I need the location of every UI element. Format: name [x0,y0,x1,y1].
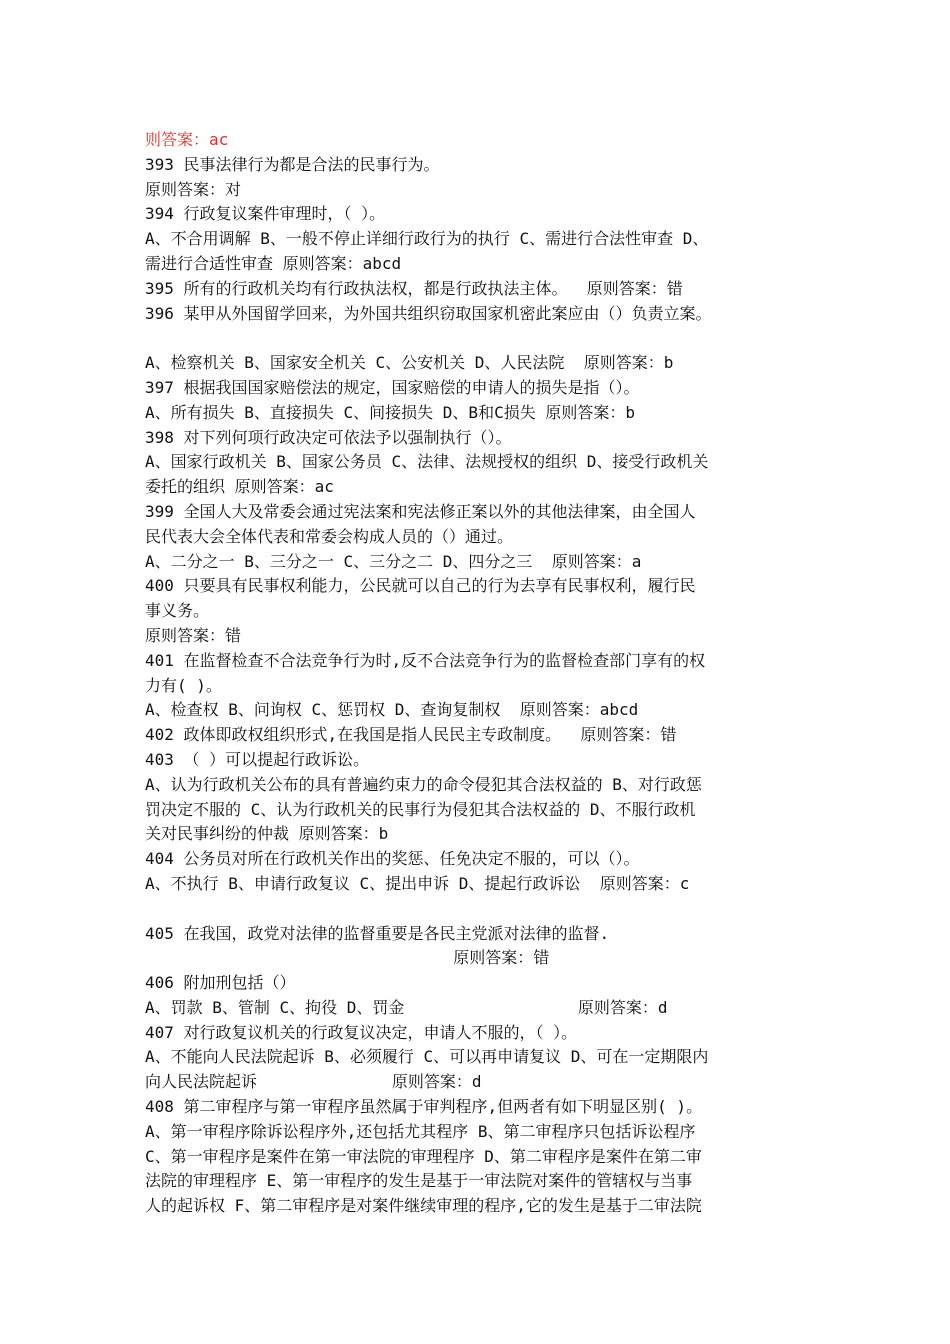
document-line: 事义务。 [145,601,210,621]
document-line: A、国家行政机关 B、国家公务员 C、法律、法规授权的组织 D、接受行政机关 [145,452,709,472]
document-line: 402 政体即政权组织形式,在我国是指人民民主专政制度。 原则答案：错 [145,725,677,745]
document-line: 原则答案：对 [145,179,242,199]
document-line: A、不能向人民法院起诉 B、必须履行 C、可以再申请复议 D、可在一定期限内 [145,1047,709,1067]
blank-line [145,897,825,922]
document-line: 405 在我国，政党对法律的监督重要是各民主党派对法律的监督. [145,923,610,943]
document-body [145,128,825,1219]
document-line: 398 对下列何项行政决定可依法予以强制执行（）。 [145,427,512,447]
document-line: 关对民事纠纷的仲裁 原则答案：b [145,824,389,844]
document-line: 406 附加刑包括（） [145,973,296,993]
blank-line [145,326,825,351]
document-line: 397 根据我国国家赔偿法的规定，国家赔偿的申请人的损失是指（）。 [145,377,640,397]
answer-line-accent: 则答案：ac [145,130,229,149]
document-line: A、不合用调解 B、一般不停止详细行政行为的执行 C、需进行合法性审查 D、 [145,229,709,249]
document-line: A、所有损失 B、直接损失 C、间接损失 D、B和C损失 原则答案：b [145,402,635,422]
document-line: 408 第二审程序与第一审程序虽然属于审判程序,但两者有如下明显区别( )。 [145,1097,703,1117]
document-line: 力有( )。 [145,675,222,695]
document-line: A、检查权 B、问询权 C、惩罚权 D、查询复制权 原则答案：abcd [145,700,639,720]
document-line: 原则答案：错 [145,948,550,968]
document-line: A、罚款 B、管制 C、拘役 D、罚金 原则答案：d [145,997,668,1017]
document-line: A、第一审程序除诉讼程序外,还包括尤其程序 B、第二审程序只包括诉讼程序 [145,1121,696,1141]
document-line: 民代表大会全体代表和常委会构成人员的（）通过。 [145,526,514,546]
document-line: 向人民法院起诉 原则答案：d [145,1072,482,1092]
document-line: 407 对行政复议机关的行政复议决定，申请人不服的，（ ）。 [145,1022,578,1042]
document-line: 395 所有的行政机关均有行政执法权，都是行政执法主体。 原则答案：错 [145,278,683,298]
document-line: A、二分之一 B、三分之一 C、三分之二 D、四分之三 原则答案：a [145,551,642,571]
document-line: 401 在监督检查不合法竞争行为时,反不合法竞争行为的监督检查部门享有的权 [145,650,706,670]
document-line: 委托的组织 原则答案：ac [145,477,334,497]
document-line: 403 （ ）可以提起行政诉讼。 [145,749,370,769]
document-line: 400 只要具有民事权利能力，公民就可以自己的行为去享有民事权利，履行民 [145,576,696,596]
document-line: 原则答案：错 [145,625,242,645]
document-line: 396 某甲从外国留学回来，为外国共组织窃取国家机密此案应由（）负责立案。 [145,303,712,323]
document-line: 法院的审理程序 E、第一审程序的发生是基于一审法院对案件的管辖权与当事 [145,1171,693,1191]
document-line: 404 公务员对所在行政机关作出的奖惩、任免决定不服的，可以（）。 [145,849,640,869]
document-line: 罚决定不服的 C、认为行政机关的民事行为侵犯其合法权益的 D、不服行政机 [145,799,696,819]
document-line: A、认为行政机关公布的具有普遍约束力的命令侵犯其合法权益的 B、对行政惩 [145,774,702,794]
document-line: 399 全国人大及常委会通过宪法案和宪法修正案以外的其他法律案，由全国人 [145,501,696,521]
document-line: A、不执行 B、申请行政复议 C、提出申诉 D、提起行政诉讼 原则答案：c [145,873,690,893]
document-line: 393 民事法律行为都是合法的民事行为。 [145,154,440,174]
document-line: C、第一审程序是案件在第一审法院的审理程序 D、第二审程序是案件在第二审 [145,1146,702,1166]
document-line: 394 行政复议案件审理时，（ ）。 [145,204,386,224]
document-line: A、检察机关 B、国家安全机关 C、公安机关 D、人民法院 原则答案：b [145,353,674,373]
document-line: 需进行合适性审查 原则答案：abcd [145,253,402,273]
document-line: 人的起诉权 F、第二审程序是对案件继续审理的程序,它的发生是基于二审法院 [145,1196,702,1216]
